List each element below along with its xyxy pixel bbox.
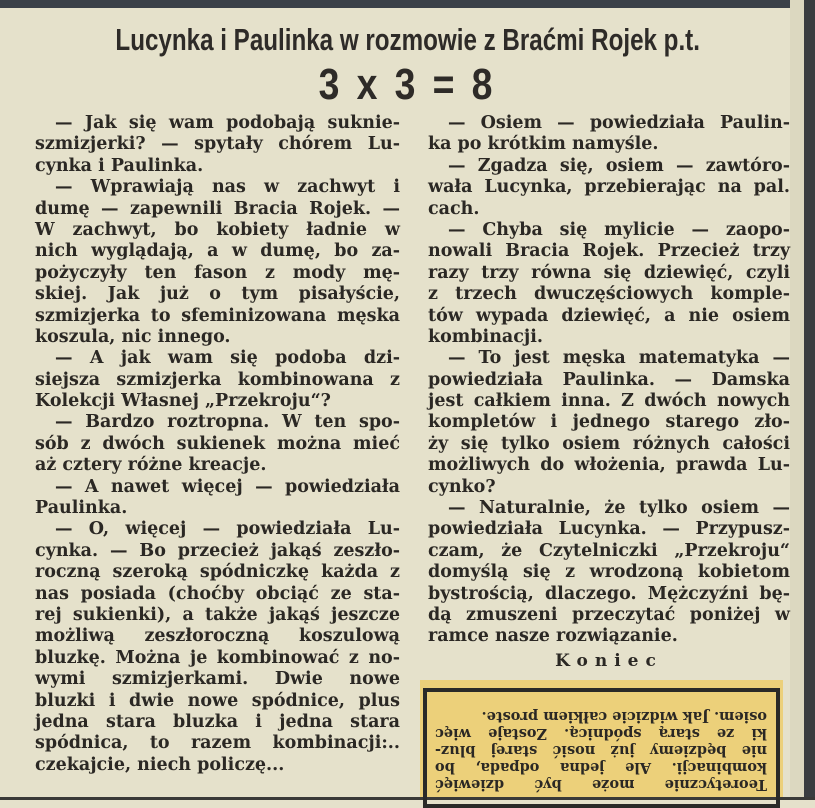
text-line: bluzki i dwie nowe spódnice, plus [35,690,400,711]
text-line: siejsza szmizjerka kombinowana z [35,369,400,390]
text-line: — Bardzo roztropna. W ten spo- [55,412,400,433]
text-line: — Naturalnie, że tylko osiem — [448,498,790,519]
text-line: spódnica, to razem kombinacji:.. [35,733,400,754]
text-line: cynka i Paulinka. [35,155,204,176]
text-line: — A nawet więcej — powiedziała [55,476,400,497]
text-line: skiej. Jak już o tym pisałyście, [35,284,400,305]
text-line: szmizjerki? — spytały chórem Lu- [35,134,400,155]
article-title [0,22,815,58]
formula-text: 3 x 3 = 8 [318,60,497,109]
text-line: z trzech dwuczęściowych komple- [428,284,790,305]
text-line: nas posiada (choćby obciąć ze sta- [35,583,400,604]
text-line: cach. [428,198,480,219]
article-ending: Koniec [555,651,663,671]
text-line: — Osiem — powiedziała Paulin- [448,113,790,133]
text-line: cynka. — Bo przecież jakąś zeszło- [35,540,400,561]
text-line: Kolekcji Własnej „Przekroju“? [35,391,331,412]
text-line: osiem. Jak widzicie całkiem proste. [481,708,767,725]
text-line: ramce nasze rozwiązanie. [428,626,678,647]
text-line: wała Lucynka, przebierając na pal. [428,177,790,198]
text-line: szmizjerka to sfeminizowana męska [35,305,400,326]
text-line: bystrością, dlaczego. Mężczyźni bę- [428,583,790,604]
text-line: dumę — zapewnili Bracia Rojek. — [35,198,400,219]
page-margin [790,0,804,800]
text-line: powiedziała Paulinka. — Damska [428,369,790,390]
text-line: kombinacji. Ale jedna odpada, bo [435,759,767,776]
text-line: jest całkiem inna. Z dwóch nowych [428,391,790,412]
article-title-text: Lucynka i Paulinka w rozmowie z Braćmi Rojek p.t. [115,22,700,57]
text-line: czam, że Czytelniczki „Przekroju“ [428,540,790,561]
text-line: czekajcie, niech policzę... [35,754,285,775]
text-line: tów wypada dziewięć, a nie osiem [428,305,790,326]
text-line: ka po krótkim namyśle. [428,134,659,155]
text-line: kompletów i jednego starego zło- [428,412,790,433]
right-text-column [428,113,790,648]
text-line: roczną szeroką spódniczkę każda z [35,562,400,583]
text-line: ży się tylko osiem różnych całości [428,433,790,454]
right-border-band [804,0,815,800]
left-text-column [35,113,400,776]
text-line: — A jak wam się podoba dzi- [55,348,400,369]
text-line: wymi szmizjerkami. Dwie nowe [35,669,400,690]
text-line: razy trzy równa się dziewięć, czyli [428,262,790,283]
text-line: rej sukienki), a także jakąś jeszcze [35,604,400,625]
top-border-band [0,0,790,8]
text-line: sób z dwóch sukienek można mieć [35,433,400,454]
text-line: aż cztery różne kreacje. [35,455,267,476]
text-line: pożyczyły ten fason z mody mę- [35,262,400,283]
text-line: powiedziała Lucynka. — Przypusz- [428,519,790,540]
text-line: możliwą zeszłoroczną koszulową [35,626,400,647]
text-line: — To jest męska matematyka — [448,348,790,369]
text-line: W zachwyt, bo kobiety ładnie w [35,219,400,240]
text-line: kombinacji. [428,326,543,347]
text-line: domyślą się z wrodzoną kobietom [428,562,790,583]
text-line: jedna stara bluzka i jedna stara [35,711,400,732]
text-line: nowali Bracia Rojek. Przecież trzy [428,241,790,262]
text-line: bluzkę. Można je kombinować z no- [35,647,400,668]
text-line: — Jak się wam podobają suknie- [55,113,400,133]
text-line: nich wyglądają, a w dumę, bo za- [35,241,400,262]
text-line: Teoretycznie może być dziewięć [435,776,767,793]
text-line: — Wprawiają nas w zachwyt i [55,177,400,198]
solution-box-upside-down-text [435,708,767,793]
text-line: ki ze starą spódnicą. Zostaje więc [435,725,767,742]
text-line: — Chyba się mylicie — zaopo- [448,219,790,240]
text-line: — Zgadza się, osiem — zawtóro- [448,155,790,176]
text-line: dą zmuszeni przeczytać poniżej w [428,604,790,625]
text-line: koszula, nic innego. [35,326,231,347]
text-line: nie będziemy już nosić starej bluz- [435,742,767,759]
article-headline-formula [0,60,815,110]
text-line: — O, więcej — powiedziała Lu- [55,519,400,540]
text-line: cynko? [428,476,496,497]
text-line: możliwych do włożenia, prawda Lu- [428,455,790,476]
text-line: Paulinka. [35,498,128,519]
